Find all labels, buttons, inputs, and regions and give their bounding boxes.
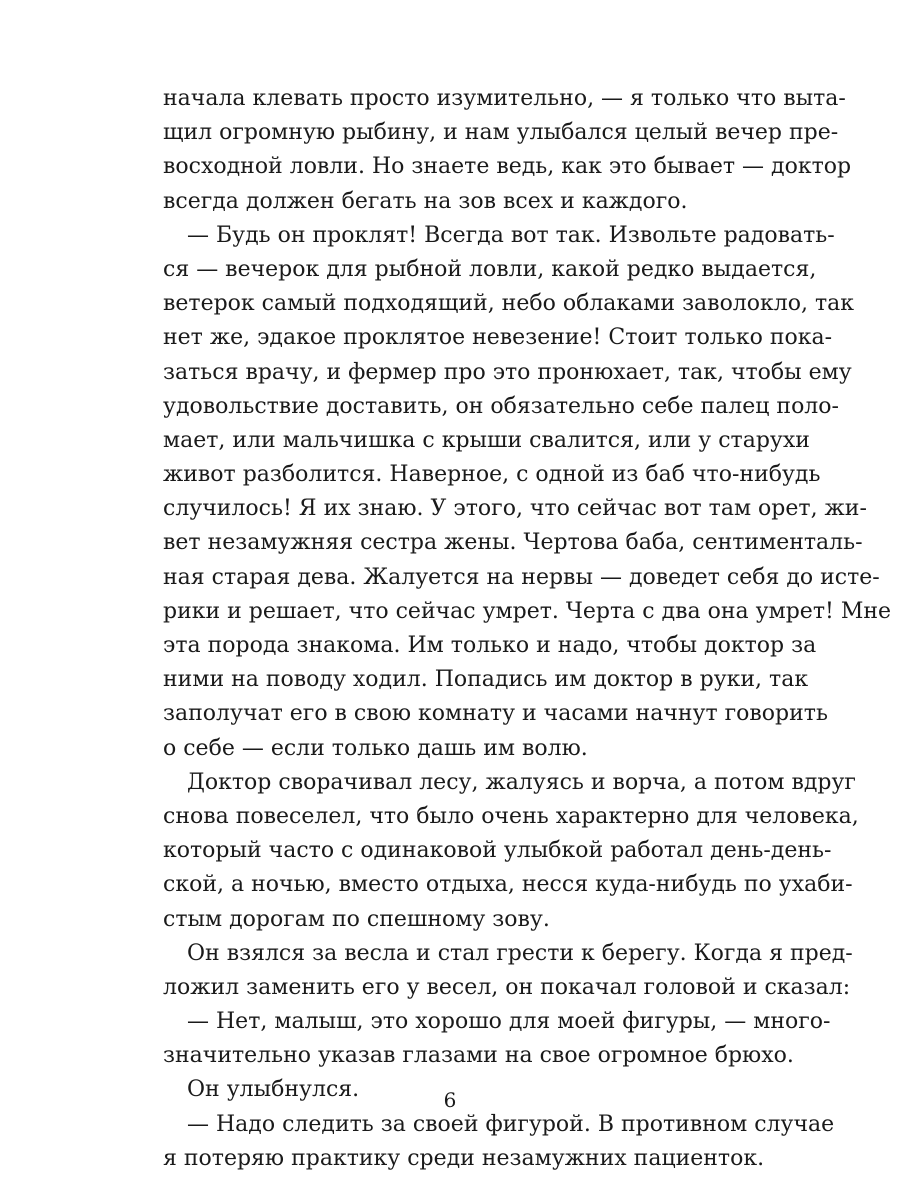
text-line: я потеряю практику среди незамужних пациенток.	[163, 1145, 765, 1171]
text-line: ними на поводу ходил. Попадись им доктор в руки, так	[163, 667, 809, 693]
text-line: эта порода знакома. Им только и надо, чтобы доктор за	[163, 633, 817, 658]
text-line: случилось! Я их знаю. У этого, что сейчас вот там орет, жи-	[163, 496, 867, 522]
paragraph	[163, 1108, 835, 1176]
text-line: ской, а ночью, вместо отдыха, несся куда-нибудь по ухаби-	[163, 872, 853, 898]
text-line: ветерок самый подходящий, небо облаками заволокло, так	[163, 291, 855, 317]
text-line: Он взялся за весла и стал грести к берегу. Когда я пред-	[187, 940, 853, 966]
text-line: восходной ловли. Но знаете ведь, как это бывает — доктор	[163, 154, 852, 180]
paragraph	[163, 219, 892, 766]
text-line: стым дорогам по спешному зову.	[163, 906, 550, 932]
paragraph	[163, 937, 853, 1005]
text-line: ся — вечерок для рыбной ловли, какой редко выдается,	[163, 256, 817, 282]
paragraph	[163, 82, 852, 219]
text-line: о себе — если только дашь им волю.	[163, 735, 588, 761]
paragraph	[163, 766, 859, 937]
paragraph	[163, 1005, 831, 1073]
text-line: начала клевать просто изумительно, — я только что выта-	[163, 86, 846, 111]
text-line: который часто с одинаковой улыбкой работал день-день-	[163, 838, 832, 864]
text-line: нет же, эдакое проклятое невезение! Стоит только пока-	[163, 325, 833, 351]
text-line: Он улыбнулся.	[187, 1077, 360, 1103]
text-line: мает, или мальчишка с крыши свалится, или у старухи	[163, 427, 810, 453]
text-line: удовольствие доставить, он обязательно себе палец поло-	[163, 393, 839, 419]
text-line: ная старая дева. Жалуется на нервы — доведет себя до исте-	[163, 564, 880, 590]
text-line: заполучат его в свою комнату и часами начнут говорить	[163, 701, 828, 727]
text-line: снова повеселел, что было очень характерно для человека,	[163, 803, 859, 829]
text-line: Доктор сворачивал лесу, жалуясь и ворча, а потом вдруг	[187, 769, 856, 795]
text-line: всегда должен бегать на зов всех и каждого.	[163, 188, 688, 214]
text-line: — Нет, малыш, это хорошо для моей фигуры, — много-	[187, 1009, 831, 1035]
page-number: 6	[443, 1088, 457, 1112]
text-line: вет незамужняя сестра жены. Чертова баба, сентименталь-	[163, 530, 863, 556]
text-line: рики и решает, что сейчас умрет. Черта с два она умрет! Мне	[163, 598, 892, 624]
text-line: значительно указав глазами на свое огромное брюхо.	[163, 1043, 794, 1069]
text-line: ложил заменить его у весел, он покачал головой и сказал:	[163, 974, 851, 1000]
text-line: живот разболится. Наверное, с одной из баб что-нибудь	[163, 462, 821, 488]
text-line: заться врачу, и фермер про это пронюхает, так, чтобы ему	[163, 359, 852, 385]
text-line: — Надо следить за своей фигурой. В противном случае	[187, 1111, 835, 1137]
body-text	[163, 82, 892, 1176]
text-line: щил огромную рыбину, и нам улыбался целый вечер пре-	[163, 120, 839, 146]
text-line: — Будь он проклят! Всегда вот так. Извольте радовать-	[187, 222, 835, 248]
